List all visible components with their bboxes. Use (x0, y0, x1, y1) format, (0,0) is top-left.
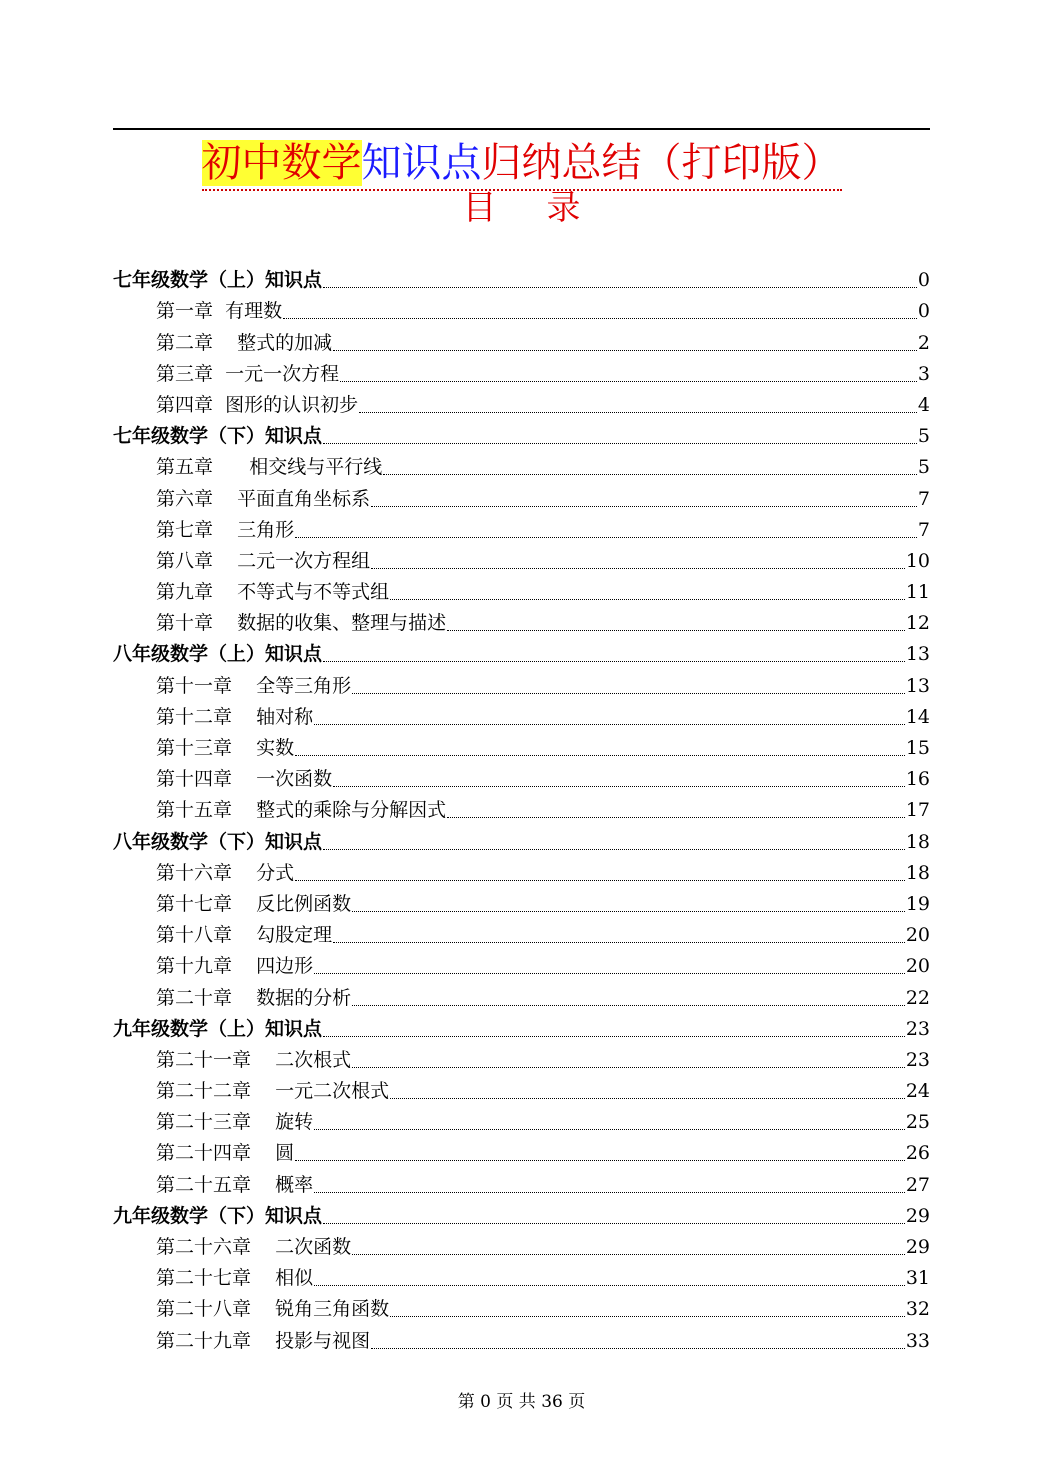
toc-entry-label-text: 第十八章 勾股定理 (156, 924, 333, 947)
toc-chapter-entry[interactable] (113, 1325, 930, 1356)
toc-chapter-entry[interactable] (113, 515, 930, 546)
toc-page-number: 18 (905, 861, 930, 884)
toc-page-number: 31 (905, 1267, 930, 1290)
toc-dot-leader (447, 816, 905, 818)
toc-dot-leader (352, 692, 905, 694)
toc-page-number: 15 (905, 737, 930, 759)
toc-entry-label (156, 1045, 351, 1076)
toc-entry-label (156, 296, 282, 327)
toc-entry-label (156, 1294, 389, 1325)
toc-entry-label-text: 九年级数学（下）知识点 (113, 1204, 323, 1227)
toc-chapter-entry[interactable] (113, 764, 930, 795)
toc-entry-label (156, 577, 389, 608)
toc-entry-label (113, 421, 322, 452)
toc-page-number: 29 (905, 1204, 930, 1227)
toc-chapter-entry[interactable] (113, 296, 930, 327)
toc-entry-label-text: 第九章 不等式与不等式组 (156, 581, 390, 604)
toc-entry-label (156, 671, 351, 702)
toc-entry-label (156, 702, 313, 733)
toc-section-entry[interactable] (113, 1014, 930, 1045)
toc-dot-leader (352, 1004, 905, 1006)
toc-entry-label (156, 1326, 370, 1357)
toc-page-number: 25 (905, 1111, 930, 1134)
title-highlighted-part: 初中数学 (201, 140, 362, 186)
toc-page-number: 10 (905, 549, 930, 572)
toc-entry-label-text: 第二十七章 相似 (156, 1267, 314, 1290)
toc-entry-label-text: 第二十四章 圆 (156, 1142, 295, 1165)
toc-entry-label (113, 639, 322, 670)
toc-entry-label (156, 359, 339, 390)
toc-dot-leader (371, 1347, 905, 1349)
toc-chapter-entry[interactable] (113, 390, 930, 421)
toc-entry-label (113, 1014, 322, 1045)
toc-entry-label-text: 第十章 数据的收集、整理与描述 (156, 612, 447, 635)
toc-dot-leader (314, 723, 905, 725)
toc-entry-label (156, 328, 332, 359)
toc-dot-leader (352, 910, 905, 912)
toc-page-number: 14 (905, 705, 930, 728)
toc-entry-label-text: 第二十三章 旋转 (156, 1111, 314, 1134)
toc-chapter-entry[interactable] (113, 1169, 930, 1200)
toc-entry-label (156, 1107, 313, 1138)
toc-chapter-entry[interactable] (113, 1107, 930, 1138)
toc-chapter-entry[interactable] (113, 1263, 930, 1294)
toc-entry-label-text: 第十九章 四边形 (156, 955, 314, 978)
toc-entry-label-text: 第十二章 轴对称 (156, 705, 314, 728)
toc-section-entry[interactable] (113, 1201, 930, 1232)
toc-entry-label-text: 第十三章 实数 (156, 737, 295, 759)
toc-page-number: 11 (905, 581, 930, 604)
toc-entry-label-text: 第三章 一元一次方程 (156, 362, 340, 385)
toc-dot-leader (323, 442, 917, 444)
toc-entry-label-text: 第八章 二元一次方程组 (156, 549, 371, 572)
toc-dot-leader (333, 941, 905, 943)
toc-entry-label (156, 1138, 294, 1169)
toc-entry-label (156, 733, 294, 764)
toc-chapter-entry[interactable] (113, 1294, 930, 1325)
toc-chapter-entry[interactable] (113, 733, 930, 764)
toc-dot-leader (371, 505, 917, 507)
toc-dot-leader (333, 785, 905, 787)
toc-dot-leader (352, 1253, 905, 1255)
toc-dot-leader (295, 754, 905, 756)
toc-page-number: 12 (905, 612, 930, 635)
title-underline-wrapper (202, 137, 842, 191)
toc-chapter-entry[interactable] (113, 483, 930, 514)
toc-page-number: 23 (905, 1017, 930, 1040)
toc-page-number: 32 (905, 1298, 930, 1321)
toc-entry-label-text: 八年级数学（上）知识点 (113, 643, 323, 666)
toc-dot-leader (295, 879, 905, 881)
toc-entry-label-text: 七年级数学（下）知识点 (113, 425, 323, 448)
toc-entry-label-text: 第七章 三角形 (156, 518, 295, 541)
toc-dot-leader (371, 567, 905, 569)
toc-page-number: 4 (917, 393, 930, 416)
toc-page-number: 5 (917, 425, 930, 448)
toc-entry-label (156, 1232, 351, 1263)
toc-chapter-entry[interactable] (113, 1138, 930, 1169)
toc-page-number: 20 (905, 924, 930, 947)
toc-page-number: 22 (905, 986, 930, 1009)
toc-chapter-entry[interactable] (113, 359, 930, 390)
toc-chapter-entry[interactable] (113, 920, 930, 951)
toc-chapter-entry[interactable] (113, 858, 930, 889)
title-blue-part: 知识点 (361, 140, 482, 186)
toc-dot-leader (340, 380, 917, 382)
toc-chapter-entry[interactable] (113, 327, 930, 358)
toc-entry-label (113, 1201, 322, 1232)
toc-entry-label (113, 265, 322, 296)
toc-entry-label (156, 1076, 389, 1107)
toc-chapter-entry[interactable] (113, 1045, 930, 1076)
toc-section-entry[interactable] (113, 826, 930, 857)
toc-chapter-entry[interactable] (113, 795, 930, 826)
toc-entry-label (156, 795, 446, 826)
toc-entry-label (156, 920, 332, 951)
toc-page-number: 5 (917, 456, 930, 479)
toc-entry-label-text: 第十一章 全等三角形 (156, 674, 352, 697)
toc-chapter-entry[interactable] (113, 951, 930, 982)
toc-entry-label-text: 第二十一章 二次根式 (156, 1048, 352, 1071)
toc-chapter-entry[interactable] (113, 1076, 930, 1107)
toc-page-number: 24 (905, 1080, 930, 1103)
toc-dot-leader (295, 1159, 905, 1161)
toc-dot-leader (383, 473, 917, 475)
toc-dot-leader (295, 536, 917, 538)
toc-heading: 目录 (462, 188, 631, 228)
toc-entry-label (156, 546, 370, 577)
title-red-part: 归纳总结（打印版） (481, 140, 842, 186)
toc-page-number: 7 (917, 518, 930, 541)
page-footer: 第 0 页 共 36 页 (457, 1392, 586, 1412)
toc-entry-label-text: 第六章 平面直角坐标系 (156, 487, 371, 510)
toc-page-number: 0 (917, 300, 930, 323)
toc-entry-label (156, 1263, 313, 1294)
toc-entry-label (156, 390, 358, 421)
toc-page-number: 3 (917, 362, 930, 385)
toc-dot-leader (359, 411, 917, 413)
toc-entry-label-text: 九年级数学（上）知识点 (113, 1017, 323, 1040)
toc-entry-label-text: 七年级数学（上）知识点 (113, 269, 323, 292)
toc-dot-leader (323, 286, 917, 288)
toc-entry-label-text: 第二十五章 概率 (156, 1173, 314, 1196)
toc-entry-label (156, 515, 294, 546)
toc-section-entry[interactable] (113, 421, 930, 452)
toc-entry-label (156, 858, 294, 889)
toc-dot-leader (323, 660, 905, 662)
toc-entry-label-text: 第一章 有理数 (156, 300, 283, 323)
toc-dot-leader (390, 598, 905, 600)
toc-dot-leader (314, 1191, 905, 1193)
toc-entry-label (156, 608, 446, 639)
table-of-contents (113, 265, 930, 1357)
toc-dot-leader (390, 1097, 905, 1099)
toc-entry-label-text: 第二章 整式的加减 (156, 331, 333, 354)
toc-dot-leader (314, 1284, 905, 1286)
toc-chapter-entry[interactable] (113, 546, 930, 577)
toc-entry-label-text: 第十五章 整式的乘除与分解因式 (156, 799, 447, 822)
toc-page-number: 19 (905, 892, 930, 915)
toc-dot-leader (314, 972, 905, 974)
toc-page-number: 29 (905, 1236, 930, 1258)
toc-chapter-entry[interactable] (113, 670, 930, 701)
toc-entry-label (156, 889, 351, 920)
toc-entry-label-text: 第四章 图形的认识初步 (156, 393, 359, 416)
toc-dot-leader (447, 629, 905, 631)
toc-page-number: 16 (905, 768, 930, 791)
toc-section-entry[interactable] (113, 639, 930, 670)
toc-entry-label-text: 第二十九章 投影与视图 (156, 1329, 371, 1352)
document-title (0, 137, 1043, 191)
toc-page-number: 13 (905, 674, 930, 697)
toc-dot-leader (333, 349, 917, 351)
toc-chapter-entry[interactable] (113, 577, 930, 608)
toc-page-number: 7 (917, 487, 930, 510)
toc-entry-label (113, 827, 322, 858)
toc-page-number: 27 (905, 1173, 930, 1196)
toc-dot-leader (352, 1066, 905, 1068)
toc-page-number: 33 (905, 1329, 930, 1352)
toc-page-number: 23 (905, 1048, 930, 1071)
toc-dot-leader (390, 1315, 905, 1317)
toc-dot-leader (323, 848, 905, 850)
toc-chapter-entry[interactable] (113, 608, 930, 639)
toc-chapter-entry[interactable] (113, 889, 930, 920)
toc-chapter-entry[interactable] (113, 702, 930, 733)
header-rule (113, 128, 930, 130)
toc-chapter-entry[interactable] (113, 982, 930, 1013)
toc-entry-label-text: 第二十八章 锐角三角函数 (156, 1298, 390, 1321)
toc-entry-label-text: 第十六章 分式 (156, 861, 295, 884)
toc-dot-leader (314, 1128, 905, 1130)
toc-page-number: 0 (917, 269, 930, 292)
toc-entry-label-text: 八年级数学（下）知识点 (113, 830, 323, 853)
toc-entry-label-text: 第十四章 一次函数 (156, 768, 333, 791)
toc-entry-label-text: 第二十六章 二次函数 (156, 1236, 352, 1258)
toc-page-number: 17 (905, 799, 930, 822)
toc-entry-label-text: 第十七章 反比例函数 (156, 892, 352, 915)
toc-entry-label (156, 1170, 313, 1201)
toc-entry-label-text: 第二十二章 一元二次根式 (156, 1080, 390, 1103)
toc-entry-label (156, 983, 351, 1014)
toc-entry-label (156, 452, 382, 483)
toc-entry-label (156, 484, 370, 515)
toc-page-number: 2 (917, 331, 930, 354)
toc-chapter-entry[interactable] (113, 1232, 930, 1263)
toc-entry-label (156, 764, 332, 795)
toc-page-number: 18 (905, 830, 930, 853)
toc-dot-leader (323, 1222, 905, 1224)
toc-dot-leader (323, 1035, 905, 1037)
toc-page-number: 13 (905, 643, 930, 666)
toc-entry-label-text: 第五章 相交线与平行线 (156, 456, 383, 479)
toc-entry-label (156, 951, 313, 982)
toc-page-number: 20 (905, 955, 930, 978)
toc-page-number: 26 (905, 1142, 930, 1165)
toc-dot-leader (283, 317, 917, 319)
toc-chapter-entry[interactable] (113, 452, 930, 483)
toc-entry-label-text: 第二十章 数据的分析 (156, 986, 352, 1009)
toc-section-entry[interactable] (113, 265, 930, 296)
